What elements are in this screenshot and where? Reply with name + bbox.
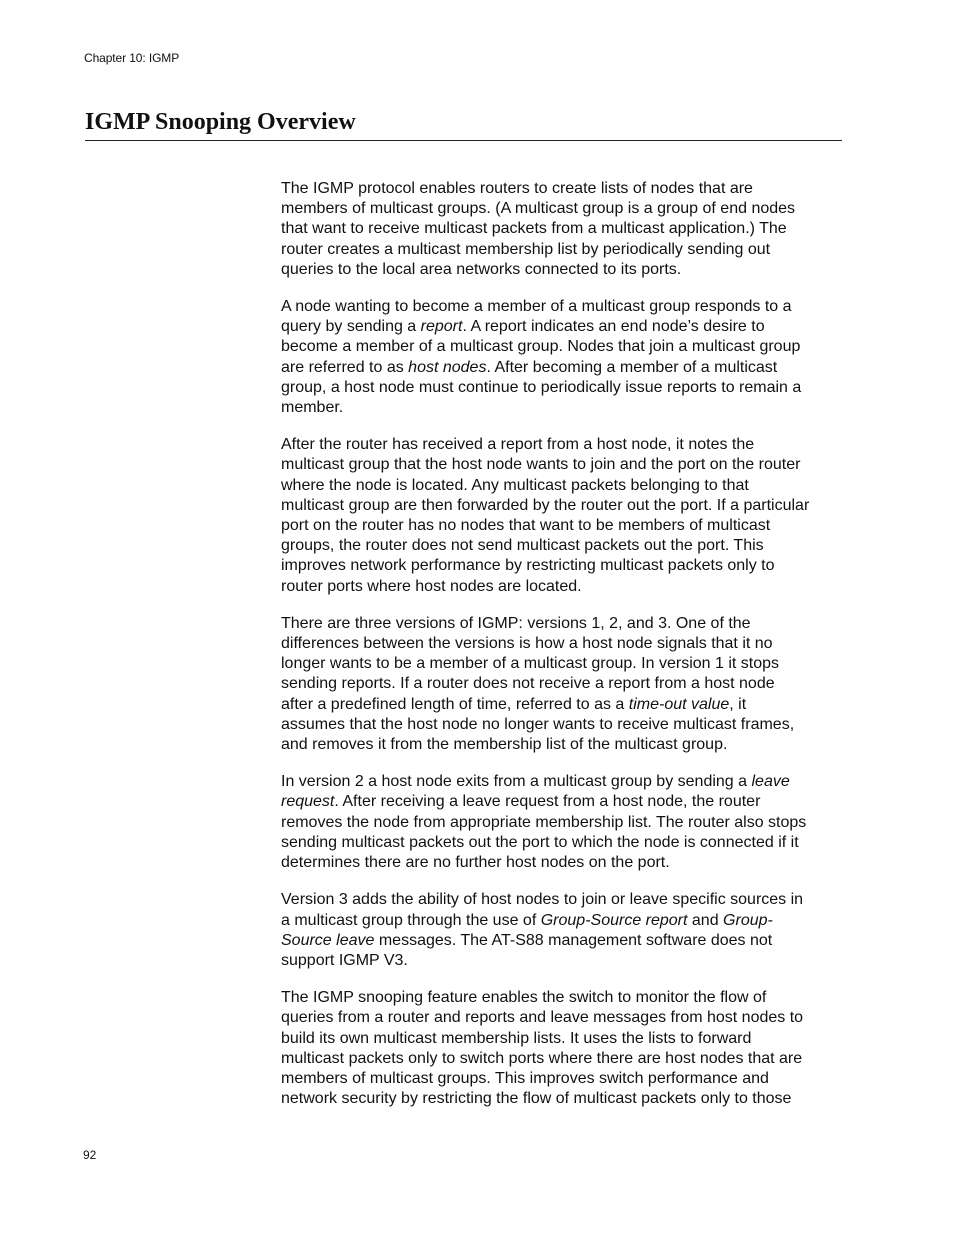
text-run: messages. The AT-S88 management software does not: [374, 931, 773, 949]
text-line: [281, 735, 843, 755]
text-line: [281, 199, 843, 219]
text-line: [281, 792, 843, 812]
text-line: [281, 455, 843, 475]
text-run: In version 2 a host node exits from a multicast group by sending a: [281, 773, 752, 791]
text-run: queries from a router and reports and leave messages from host nodes to: [281, 1009, 804, 1027]
text-line: [281, 556, 843, 576]
text-line: [281, 1029, 843, 1049]
text-run: become a member of a multicast group. Nodes that join a multicast group: [281, 338, 801, 356]
text-run: are referred to as: [281, 358, 409, 376]
text-line: [281, 890, 843, 910]
text-line: [281, 931, 843, 951]
text-run: multicast group that the host node wants to join and the port on the router: [281, 456, 801, 474]
section-title: IGMP Snooping Overview: [85, 109, 356, 135]
text-run: The IGMP protocol enables routers to create lists of nodes that are: [281, 180, 753, 197]
text-line: [281, 634, 843, 654]
emphasized-term: leave: [751, 773, 790, 791]
text-run: members of multicast groups. This improves switch performance and: [281, 1069, 769, 1087]
text-line: [281, 654, 843, 674]
text-run: where the node is located. Any multicast packets belonging to that: [281, 476, 749, 494]
text-line: [281, 1008, 843, 1028]
text-line: [281, 772, 843, 792]
paragraph: [281, 772, 843, 873]
text-line: [281, 695, 843, 715]
text-run: determines there are no further host nodes on the port.: [281, 854, 670, 872]
text-run: router ports where host nodes are located.: [281, 577, 582, 595]
text-run: longer wants to be a member of a multicast group. In version 1 it stops: [281, 655, 780, 673]
text-run: Version 3 adds the ability of host nodes to join or leave specific sources in: [281, 891, 804, 909]
text-run: member.: [281, 399, 344, 417]
text-run: multicast group are then forwarded by the router out the port. If a particular: [281, 496, 810, 514]
text-run: removes the node from appropriate membership list. The router also stops: [281, 813, 807, 831]
page-number: 92: [83, 1148, 97, 1162]
text-line: [281, 476, 843, 496]
running-header: Chapter 10: IGMP: [84, 51, 180, 65]
text-run: improves network performance by restricting multicast packets only to: [281, 557, 775, 575]
text-run: differences between the versions is how a host node signals that it no: [281, 635, 773, 653]
text-run: , it: [729, 695, 747, 713]
text-line: [281, 853, 843, 873]
text-run: port on the router has no nodes that want to be members of multicast: [281, 517, 771, 535]
text-run: After the router has received a report from a host node, it notes the: [281, 436, 755, 454]
text-run: router creates a multicast membership list by periodically sending out: [281, 240, 771, 258]
text-line: [281, 378, 843, 398]
text-line: [281, 179, 843, 199]
text-line: [281, 337, 843, 357]
text-run: that want to receive multicast packets from a multicast application.) The: [281, 220, 787, 238]
text-run: support IGMP V3.: [281, 951, 408, 969]
text-run: query by sending a: [281, 318, 421, 336]
emphasized-term: time-out value: [628, 695, 730, 713]
text-line: [281, 516, 843, 536]
text-run: and removes it from the membership list of the multicast group.: [281, 736, 728, 754]
text-line: [281, 260, 843, 280]
text-line: [281, 577, 843, 597]
text-run: multicast packets only to switch ports where there are host nodes that are: [281, 1049, 803, 1067]
text-run: a multicast group through the use of: [281, 911, 541, 929]
paragraph: [281, 435, 843, 597]
emphasized-term: report: [420, 318, 463, 336]
paragraph: [281, 988, 843, 1109]
text-run: build its own multicast membership lists. It uses the lists to forward: [281, 1029, 752, 1047]
text-line: [281, 833, 843, 853]
text-run: A node wanting to become a member of a multicast group responds to a: [281, 298, 792, 316]
emphasized-term: request: [281, 793, 335, 811]
text-run: members of multicast groups. (A multicast group is a group of end nodes: [281, 200, 796, 218]
paragraph: [281, 890, 843, 971]
text-line: [281, 614, 843, 634]
text-line: [281, 435, 843, 455]
paragraph: [281, 179, 843, 280]
text-line: [281, 297, 843, 317]
text-line: [281, 1089, 843, 1109]
text-line: [281, 358, 843, 378]
text-line: [281, 536, 843, 556]
text-line: [281, 1049, 843, 1069]
text-run: sending multicast packets out the port to which the node is connected if it: [281, 833, 799, 851]
text-run: The IGMP snooping feature enables the switch to monitor the flow of: [281, 989, 767, 1007]
text-run: groups, the router does not send multicast packets out the port. This: [281, 537, 764, 555]
text-line: [281, 398, 843, 418]
text-line: [281, 951, 843, 971]
emphasized-term: Source leave: [281, 931, 375, 949]
text-run: group, a host node must continue to periodically issue reports to remain a: [281, 378, 802, 396]
text-run: assumes that the host node no longer wants to receive multicast frames,: [281, 715, 795, 733]
paragraph: [281, 297, 843, 418]
emphasized-term: Group-: [723, 911, 773, 929]
text-run: after a predefined length of time, referred to as a: [281, 695, 629, 713]
text-line: [281, 813, 843, 833]
text-line: [281, 240, 843, 260]
text-line: [281, 1069, 843, 1089]
paragraph: [281, 614, 843, 755]
text-run: There are three versions of IGMP: versions 1, 2, and 3. One of the: [281, 614, 751, 632]
title-rule: [85, 140, 842, 141]
text-line: [281, 219, 843, 239]
emphasized-term: host nodes: [408, 358, 487, 376]
text-run: and: [687, 911, 724, 929]
text-run: . A report indicates an end node’s desire to: [462, 318, 765, 336]
emphasized-term: Group-Source report: [540, 911, 688, 929]
text-run: . After becoming a member of a multicast: [486, 358, 778, 376]
text-line: [281, 988, 843, 1008]
text-line: [281, 496, 843, 516]
text-run: queries to the local area networks connected to its ports.: [281, 260, 682, 278]
text-line: [281, 674, 843, 694]
text-run: sending reports. If a router does not receive a report from a host node: [281, 675, 775, 693]
text-line: [281, 715, 843, 735]
text-run: . After receiving a leave request from a host node, the router: [334, 793, 761, 811]
text-run: network security by restricting the flow of multicast packets only to those: [281, 1090, 792, 1108]
body-text: [281, 179, 843, 1126]
text-line: [281, 317, 843, 337]
text-line: [281, 911, 843, 931]
